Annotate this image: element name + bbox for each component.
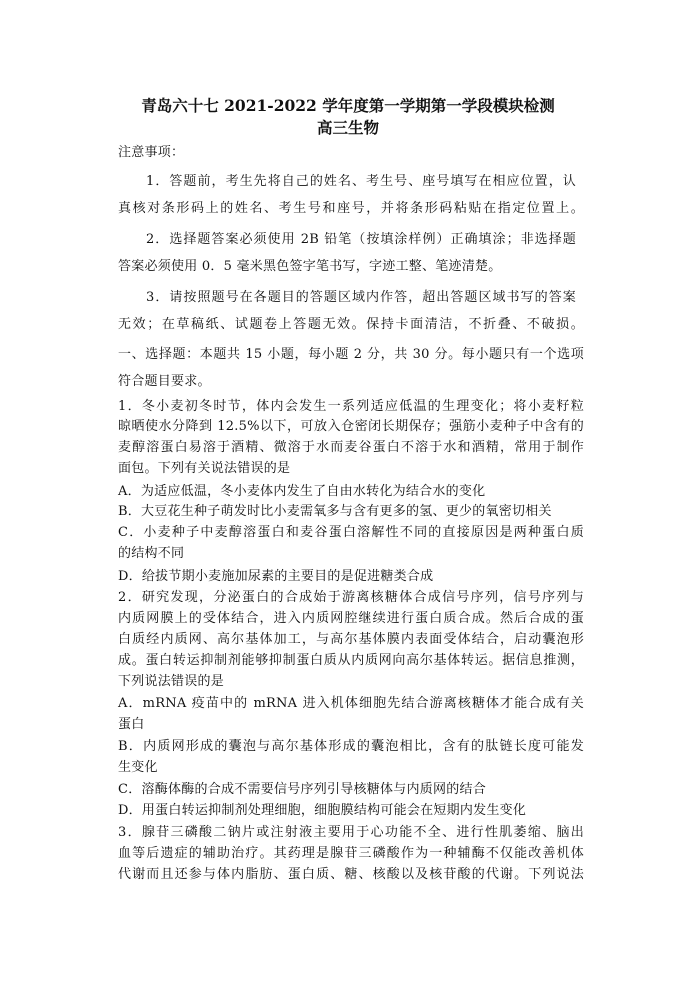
question-line: 2．研究发现，分泌蛋白的合成始于游离核糖体合成信号序列，信号序列与 — [118, 590, 584, 605]
question-line: 晾晒使水分降到 12.5%以下，可放入仓密闭长期保存；强筋小麦种子中含有的 — [118, 419, 584, 434]
note-line: 3．请按照题号在各题目的答题区域内作答，超出答题区域书写的答案 — [146, 290, 576, 305]
question-line: 1．冬小麦初冬时节，体内会发生一系列适应低温的生理变化；将小麦籽粒 — [118, 399, 584, 414]
option-line: 的结构不同 — [118, 546, 185, 561]
question-line: 麦醇溶蛋白易溶于酒精、微溶于水而麦谷蛋白不溶于水和酒精，常用于制作 — [118, 440, 584, 455]
question-line: 面包。下列有关说法错误的是 — [118, 461, 291, 476]
option-line: A．mRNA 疫苗中的 mRNA 进入机体细胞先结合游离核糖体才能合成有关 — [118, 696, 584, 711]
note-line: 答案必须使用 0．5 毫米黑色签字笔书写，字迹工整、笔迹清楚。 — [118, 259, 502, 274]
notes-heading: 注意事项： — [118, 145, 185, 160]
question-line: 成。蛋白转运抑制剂能够抑制蛋白质从内质网向高尔基体转运。据信息推测， — [118, 653, 584, 668]
option-line: A．为适应低温，冬小麦体内发生了自由水转化为结合水的变化 — [118, 484, 486, 499]
option-line: B．大豆花生种子萌发时比小麦需氧多与含有更多的氢、更少的氧密切相关 — [118, 504, 552, 519]
option-line: C．溶酶体酶的合成不需要信号序列引导核糖体与内质网的结合 — [118, 782, 486, 797]
option-line: C．小麦种子中麦醇溶蛋白和麦谷蛋白溶解性不同的直接原因是两种蛋白质 — [118, 525, 584, 540]
option-line: 生变化 — [118, 760, 158, 775]
exam-subtitle: 高三生物 — [316, 118, 379, 137]
question-line: 血等后遗症的辅助治疗。其药理是腺苷三磷酸作为一种辅酶不仅能改善机体 — [118, 846, 584, 861]
note-line: 2．选择题答案必须使用 2B 铅笔（按填涂样例）正确填涂；非选择题 — [146, 232, 576, 247]
question-line: 内质网膜上的受体结合，进入内质网腔继续进行蛋白质合成。然后合成的蛋 — [118, 611, 584, 626]
note-line: 真核对条形码上的姓名、考生号和座号，并将条形码粘贴在指定位置上。 — [118, 201, 584, 216]
option-line: 蛋白 — [118, 717, 145, 732]
option-line: B．内质网形成的囊泡与高尔基体形成的囊泡相比，含有的肽链长度可能发 — [118, 739, 584, 754]
note-line: 无效；在草稿纸、试题卷上答题无效。保持卡面清洁，不折叠、不破损。 — [118, 317, 584, 332]
section-heading: 一、选择题：本题共 15 小题，每小题 2 分，共 30 分。每小题只有一个选项 — [118, 347, 584, 362]
section-heading: 符合题目要求。 — [118, 374, 211, 389]
exam-title: 青岛六十七 2021-2022 学年度第一学期第一学段模块检测 — [141, 96, 555, 115]
option-line: D．给拔节期小麦施加尿素的主要目的是促进糖类合成 — [118, 569, 434, 584]
question-line: 下列说法错误的是 — [118, 674, 225, 689]
option-line: D．用蛋白转运抑制剂处理细胞，细胞膜结构可能会在短期内发生变化 — [118, 803, 527, 818]
question-line: 3．腺苷三磷酸二钠片或注射液主要用于心功能不全、进行性肌萎缩、脑出 — [118, 825, 584, 840]
question-line: 白质经内质网、高尔基体加工，与高尔基体膜内表面受体结合，启动囊泡形 — [118, 632, 584, 647]
note-line: 1．答题前，考生先将自己的姓名、考生号、座号填写在相应位置，认 — [146, 174, 576, 189]
question-line: 代谢而且还参与体内脂肪、蛋白质、糖、核酸以及核苷酸的代谢。下列说法 — [118, 867, 584, 882]
